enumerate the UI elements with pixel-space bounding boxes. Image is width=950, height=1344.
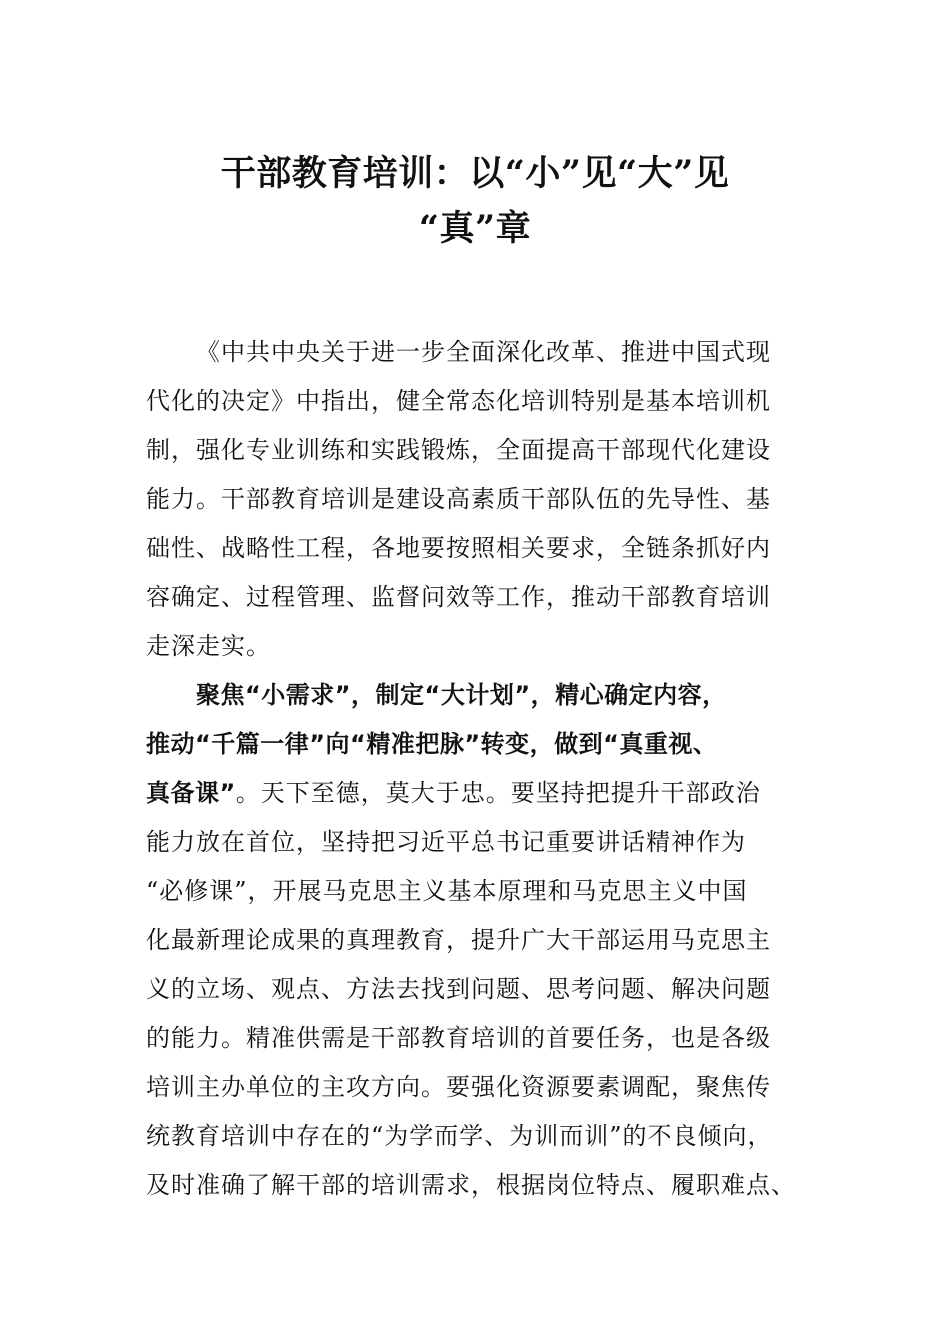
paragraph-2-line: 的能力。精准供需是干部教育培训的首要任务，也是各级 bbox=[146, 1024, 771, 1052]
paragraph-1-line: 础性、战略性工程，各地要按照相关要求，全链条抓好内 bbox=[146, 534, 771, 562]
paragraph-2-heading-end: 真备课” bbox=[146, 779, 236, 807]
paragraph-2-line: “必修课”，开展马克思主义基本原理和马克思主义中国 bbox=[146, 877, 748, 905]
paragraph-2-line: 义的立场、观点、方法去找到问题、思考问题、解决问题 bbox=[146, 975, 771, 1003]
paragraph-1-line: 走深走实。 bbox=[146, 632, 271, 660]
article-body bbox=[146, 328, 796, 1210]
paragraph-2-mixed-line bbox=[146, 769, 796, 818]
paragraph-2-heading-line: 推动“千篇一律”向“精准把脉”转变，做到“真重视、 bbox=[146, 730, 718, 758]
paragraph-2-line: 统教育培训中存在的“为学而学、为训而训”的不良倾向， bbox=[146, 1122, 773, 1150]
paragraph-2-line: 培训主办单位的主攻方向。要强化资源要素调配，聚焦传 bbox=[146, 1073, 771, 1101]
paragraph-2-heading-line: 聚焦“小需求”，制定“大计划”，精心确定内容， bbox=[196, 681, 727, 709]
paragraph-1-line: 容确定、过程管理、监督问效等工作，推动干部教育培训 bbox=[146, 583, 771, 611]
title-line: 干部教育培训：以“小”见“大”见 bbox=[220, 153, 730, 194]
page-title bbox=[150, 146, 800, 256]
title-line: “真”章 bbox=[418, 208, 532, 249]
paragraph-2-line: 能力放在首位，坚持把习近平总书记重要讲话精神作为 bbox=[146, 828, 746, 856]
paragraph-2-line: 及时准确了解干部的培训需求，根据岗位特点、履职难点、 bbox=[146, 1171, 796, 1199]
paragraph-2-line: 化最新理论成果的真理教育，提升广大干部运用马克思主 bbox=[146, 926, 771, 954]
paragraph-1-line: 能力。干部教育培训是建设高素质干部队伍的先导性、基 bbox=[146, 485, 771, 513]
paragraph-2-text: 。天下至德，莫大于忠。要坚持把提升干部政治 bbox=[235, 779, 761, 807]
paragraph-1-line: 制，强化专业训练和实践锻炼，全面提高干部现代化建设 bbox=[146, 436, 771, 464]
paragraph-1-line: 代化的决定》中指出，健全常态化培训特别是基本培训机 bbox=[146, 387, 771, 415]
paragraph-1-line: 《中共中央关于进一步全面深化改革、推进中国式现 bbox=[196, 338, 771, 366]
